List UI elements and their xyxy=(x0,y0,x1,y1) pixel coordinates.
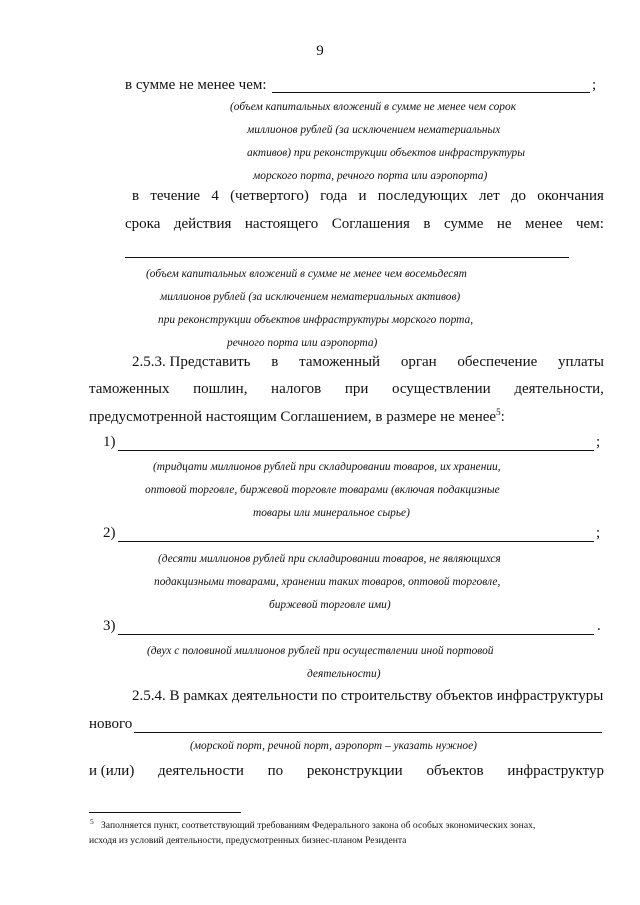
subitem-1-note-line: (тридцати миллионов рублей при складировании товаров, их хранении, xyxy=(153,461,501,473)
subitem-1-note-line: оптовой торговле, биржевой торговле товарами (включая подакцизные xyxy=(145,484,500,496)
word: окончания xyxy=(537,188,604,204)
amount-note-line: активов) при реконструкции объектов инфраструктуры xyxy=(247,147,525,159)
word: деятельности xyxy=(158,763,244,779)
subitem-number: 3) xyxy=(103,618,116,634)
footnote-text-line: исходя из условий деятельности, предусмотренных бизнес-планом Резидента xyxy=(89,835,407,846)
line-end-semicolon: ; xyxy=(596,525,601,541)
subitem-3-note-line: (двух с половиной миллионов рублей при осуществлении иной портовой xyxy=(147,645,494,657)
year4-note-line: при реконструкции объектов инфраструктуры морского порта, xyxy=(158,314,474,326)
footnote-text-line: Заполняется пункт, соответствующий требованиям Федерального закона об особых экономических зонах, xyxy=(101,820,536,831)
word: действия xyxy=(173,216,232,232)
footnote-separator xyxy=(89,812,241,813)
footnote-mark: 5 xyxy=(90,817,94,826)
amount-note-line: морского порта, речного порта или аэропорта) xyxy=(253,170,488,182)
word: лет xyxy=(478,188,500,204)
word: реконструкции xyxy=(306,763,403,779)
word: уплаты xyxy=(558,354,604,370)
word: года xyxy=(320,188,348,204)
subitem-2-note-line: (десяти миллионов рублей при складировании товаров, не являющихся xyxy=(158,553,501,565)
subitem-2-note-line: биржевой торговле ими) xyxy=(269,599,391,611)
year4-amount-blank-field[interactable] xyxy=(125,257,569,258)
word: в xyxy=(271,354,279,370)
word: настоящего xyxy=(244,216,319,232)
word: и xyxy=(358,188,367,204)
infrastructure-type-blank-field[interactable] xyxy=(134,732,602,733)
infrastructure-type-note: (морской порт, речной порт, аэропорт – указать нужное) xyxy=(190,740,477,752)
word: не xyxy=(496,216,512,232)
subitem-2-note-line: подакцизными товарами, хранении таких товаров, оптовой торговле, xyxy=(154,576,501,588)
new-label: нового xyxy=(89,716,133,732)
word: Соглашения xyxy=(331,216,410,232)
year4-note-line: речного порта или аэропорта) xyxy=(227,337,378,349)
word: 2.5.3. Представить xyxy=(132,354,251,370)
word: (четвертого) xyxy=(230,188,309,204)
word: осуществлении xyxy=(391,381,491,397)
subitem-3-note-line: деятельности) xyxy=(307,668,381,680)
word: сумме xyxy=(443,216,484,232)
word: налогов xyxy=(271,381,322,397)
word: в xyxy=(132,188,140,204)
section-254-line xyxy=(89,763,604,780)
line-end-semicolon: ; xyxy=(592,77,597,93)
word: обеспечение xyxy=(457,354,538,370)
subitem-3-blank-field[interactable] xyxy=(118,634,594,635)
word: до xyxy=(510,188,527,204)
word: орган xyxy=(400,354,437,370)
word: объектов xyxy=(426,763,484,779)
year4-paragraph-line xyxy=(132,188,604,205)
word: и (или) xyxy=(89,763,135,779)
word: по xyxy=(267,763,284,779)
word: таможенный xyxy=(299,354,381,370)
amount-note-line: (объем капитальных вложений в сумме не менее чем сорок xyxy=(230,101,517,113)
subitem-2-blank-field[interactable] xyxy=(118,541,594,542)
word: 4 xyxy=(211,188,219,204)
word: таможенных xyxy=(89,381,170,397)
word: при xyxy=(344,381,369,397)
year4-note-line: миллионов рублей (за исключением нематериальных активов) xyxy=(160,291,461,303)
word: менее xyxy=(525,216,563,232)
word: пошлин, xyxy=(193,381,248,397)
word: последующих xyxy=(377,188,468,204)
footnote-reference: 5 xyxy=(496,407,501,417)
section-253-line xyxy=(89,381,604,398)
page-number: 9 xyxy=(316,43,324,59)
section-253-line xyxy=(89,409,505,426)
amount-note-line: миллионов рублей (за исключением нематериальных xyxy=(247,124,501,136)
section-254-line: 2.5.4. В рамках деятельности по строительству объектов инфраструктуры xyxy=(132,688,604,704)
subitem-1-blank-field[interactable] xyxy=(118,450,594,451)
subitem-number: 2) xyxy=(103,525,116,541)
word: течение xyxy=(150,188,201,204)
word: чем: xyxy=(576,216,604,232)
word: в xyxy=(423,216,431,232)
year4-note-line: (объем капитальных вложений в сумме не менее чем восемьдесят xyxy=(146,268,467,280)
amount-label: в сумме не менее чем: xyxy=(125,77,267,93)
sentence-text: предусмотренной настоящим Соглашением, в размере не менее xyxy=(89,409,497,425)
section-253-line xyxy=(132,354,604,371)
word: инфраструктур xyxy=(507,763,604,779)
word: деятельности, xyxy=(514,381,604,397)
subitem-1-note-line: товары или минеральное сырье) xyxy=(253,507,410,519)
line-end-semicolon: ; xyxy=(596,434,601,450)
colon: : xyxy=(500,409,505,425)
amount-blank-field[interactable] xyxy=(272,92,590,93)
line-end-period: . xyxy=(597,618,601,634)
word: срока xyxy=(125,216,161,232)
subitem-number: 1) xyxy=(103,434,116,450)
year4-paragraph-line xyxy=(125,216,604,233)
